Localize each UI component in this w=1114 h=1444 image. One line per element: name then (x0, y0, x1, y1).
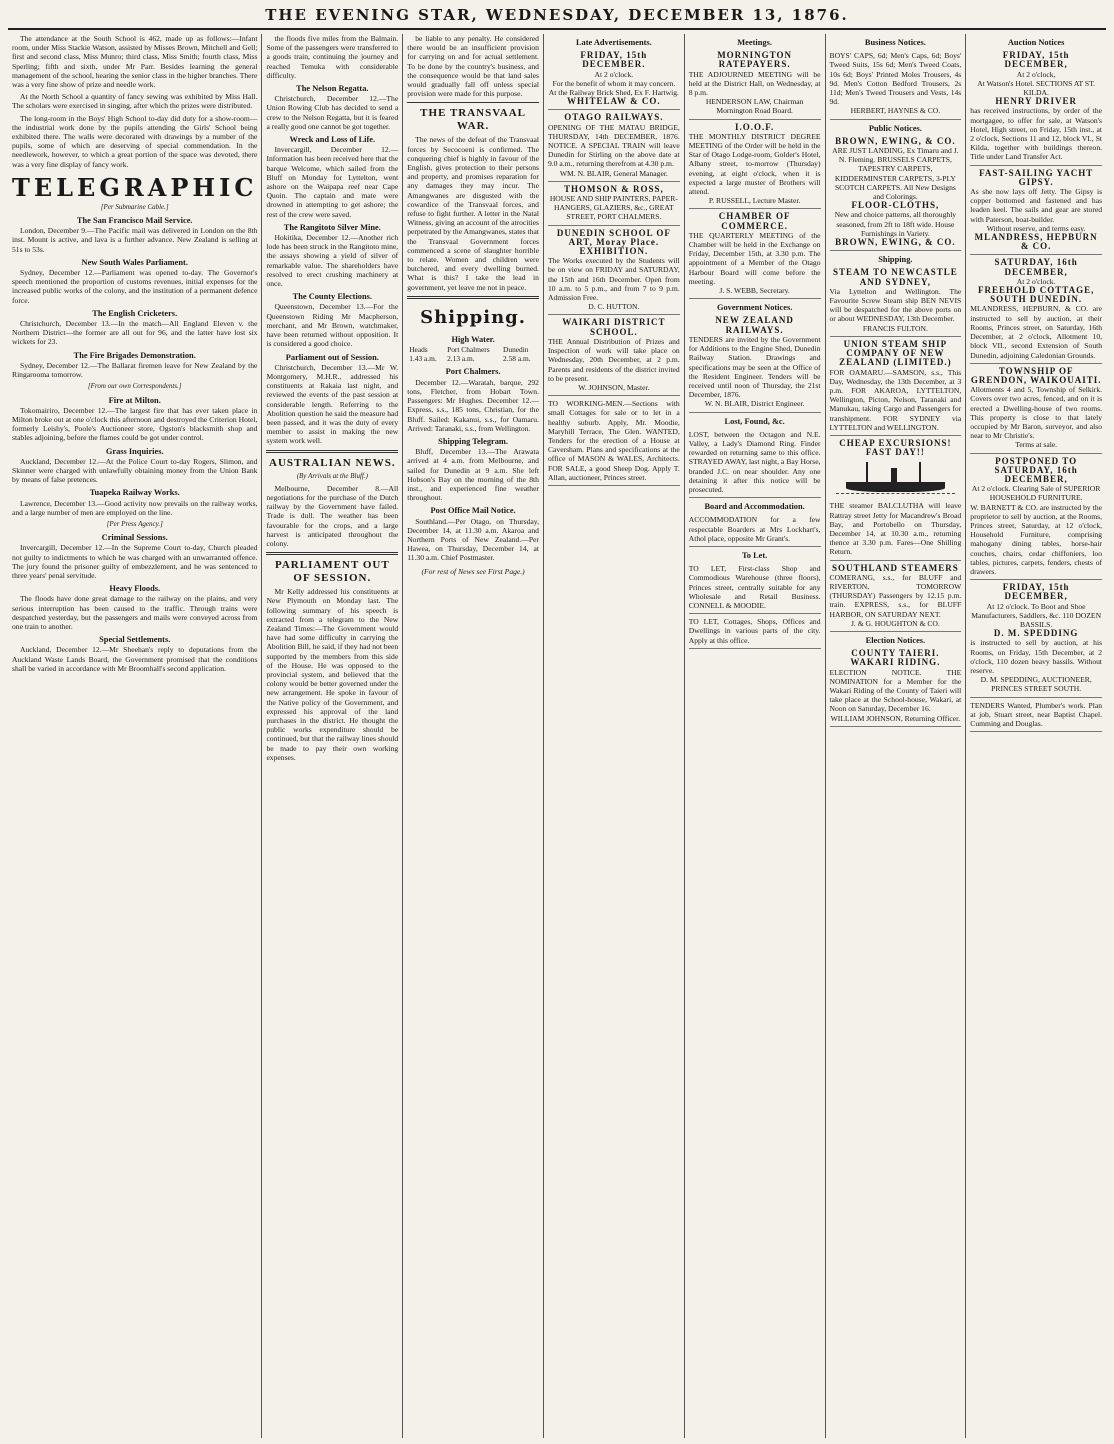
article-heading: Shipping Telegram. (438, 436, 508, 446)
article-paragraph: At the North School a quantity of fancy sewing was exhibited by Miss Hall. The scholars were exercised in singing, after which the prizes were distributed. (12, 92, 258, 111)
ad-title: TOWNSHIP OF GRENDON, WAIKOUAITI. (970, 365, 1102, 385)
ad-note: Terms at sale. (1015, 440, 1058, 450)
article-heading: The Rangitoto Silver Mine. (283, 222, 381, 232)
article-paragraph: Melbourne, December 8.—All negotiations for the purchase of the Dutch railway by the Government have failed. Trade is dull. The weather has been favourable for the crops, and a large harvest is anticipated throughout the colony. (266, 483, 399, 548)
ad-body: THE Annual Distribution of Prizes and Inspection of work will take place on Wednesday, 20th December, at 2 p.m. Parents and residents of the district invited to be present. (547, 336, 680, 383)
ad-brown-ewing (830, 134, 962, 251)
ad-body: Allotments 4 and 5, Township of Selkirk. Covers over two acres, fenced, and on it is erected a Dwelling-house of two rooms. This property is close to that lately occupied by Mr Baron, surveyor, and also near to Mr Christie's. (970, 385, 1103, 441)
ad-steam-newcastle (830, 265, 962, 336)
section-title-to-let: To Let. (741, 550, 768, 560)
ad-title: FRIDAY, 15th DECEMBER. (580, 50, 648, 70)
ad-body: W. BARNETT & CO. are instructed by the proprietor to sell by auction, at the Rooms, Princes street, Saturday, at 12 o'clock, Household Furniture, comprising mahogany dining tables, horse-hair couches, chairs, cedar chiffoniers, loo tables, pictures, carpets, fenders, chests of drawers. (970, 502, 1103, 576)
ad-body: At 12 o'clock. To Boot and Shoe Manufacturers, Saddlers, &c. 110 DOZEN BASSILS. (971, 601, 1102, 629)
article-heading: The Nelson Regatta. (296, 84, 369, 94)
source-note: [From our own Correspondents.] (87, 382, 182, 391)
article-heading: Heavy Floods. (109, 584, 161, 594)
ad-chamber (689, 209, 821, 299)
article-heading: Tuapeka Railway Works. (89, 488, 180, 498)
ad-signature: WHITELAW & CO. (567, 96, 661, 107)
ad-to-let (689, 614, 821, 649)
article-paragraph: Invercargill, December 12.—In the Supreme Court to-day, Church pleaded not guilty to indictments to which he was charged with an unwarranted offence. The jury found the prisoner guilty of embezzlement, and he was sentenced to three years' penal servitude. (12, 543, 258, 580)
ad-title: MORNINGTON RATEPAYERS. (717, 50, 793, 70)
ad-subtitle: EXHIBITION. (579, 246, 649, 257)
ad-st-kilda (970, 48, 1102, 165)
section-title-business: Business Notices. (864, 38, 926, 47)
ad-auctioneer: HENRY DRIVER (995, 96, 1077, 107)
ad-mornington (689, 48, 821, 119)
ad-body: ARE JUST LANDING, Ex Timaru and J. N. Fleming. BRUSSELS CARPETS, TAPESTRY CARPETS, KIDDERMINSTER CARPETS, 3-PLY SCOTCH CARPETS. All New Designs and Colorings. (832, 146, 959, 202)
ad-body: OPENING OF THE MATAU BRIDGE, THURSDAY, 14th DECEMBER, 1876. NOTICE. A SPECIAL TRAIN will leave Dunedin for Stirling on the above date at 9.0 a.m., returning therefrom at 4.30 p.m. (547, 122, 680, 169)
ad-nz-railways (689, 313, 821, 412)
table-cell: 2.13 a.m. (447, 354, 475, 364)
ad-freehold (970, 255, 1102, 363)
section-title-government: Government Notices. (716, 303, 793, 313)
ad-time: At 2 o'clock. (594, 69, 634, 79)
section-title-late-ads: Late Advertisements. (575, 38, 652, 47)
column-4 (544, 34, 685, 1438)
ad-time: At 2 o'clock. (1016, 276, 1056, 286)
article-paragraph: the floods five miles from the Balmain. Some of the passengers were transferred to a goods train, continuing the journey and reached Temuka with considerable difficulty. (266, 34, 399, 80)
ad-otago-railways (548, 110, 680, 181)
section-title-parliament: PARLIAMENT OUT OF SESSION. (274, 559, 390, 585)
ad-title: FRIDAY, 15th DECEMBER, (1002, 582, 1070, 602)
ad-title: WAIKARI DISTRICT SCHOOL. (562, 317, 666, 337)
article-paragraph: Christchurch, December 13.—Mr W. Montgomery, M.H.R., addressed his constituents at Rakaia last night, and reviewed the events of the past session at considerable length. Referring to the Abolition question he said the measure had been passed, and it was the duty of every member to assist in making the new system work well. (266, 362, 399, 446)
table-cell: 1.43 a.m. (409, 354, 437, 364)
steamship-illustration (836, 460, 955, 498)
article-heading: Grass Inquiries. (105, 446, 164, 456)
ad-waikari-school (548, 315, 680, 396)
mast-icon (866, 462, 868, 482)
article-paragraph: Queenstown, December 13.—For the Queenstown Riding Mr Macpherson, merchant, and Mr Brown, watchmaker, have been returned without opposition. It is considered a good choice. (266, 302, 399, 349)
article-paragraph: Christchurch, December 12.—The Union Rowing Club has decided to send a crew to the Nelson Regatta, but it is feared a really good one cannot be got together. (266, 94, 399, 131)
section-title-shipping: Shipping. (420, 306, 527, 328)
article-paragraph: Southland.—Per Otago, on Thursday, December 14, at 11.30 a.m. Akaroa and Northern Ports of New Zealand.—Per Hawea, on Thursday, December 14, at 11.30 a.m. Chief Postmaster. (407, 516, 539, 563)
ad-signature: W. JOHNSON, Master. (578, 382, 650, 392)
section-title-auction: Auction Notices (1007, 38, 1065, 47)
article-paragraph: Sydney, December 12.—Parliament was opened to-day. The Governor's speech mentioned the proportion of customs revenues, initial expenses for the increased public works of the colony, and the institution of a permanent defence force. (12, 268, 258, 305)
mast-icon (919, 462, 921, 482)
ad-body: For the benefit of whom it may concern. At the Railway Brick Shed, Ex F. Hartwig. (548, 78, 679, 98)
ad-title: OTAGO RAILWAYS. (564, 112, 664, 123)
column-1 (8, 34, 262, 1438)
article-heading: Special Settlements. (99, 635, 171, 645)
ad-body: has received instructions, by order of the mortgagee, to offer for sale, at Watson's Hotel, High street, on Friday, 15th inst., at 2 o'clock, Sections 11 and 12, block VI., St Kilda, together with buildings thereon. Title under Land Transfer Act. (970, 106, 1103, 162)
ad-body: THE steamer BALCLUTHA will leave Rattray street Jetty for Macandrew's Broad Bay, and Portobello on Thursday, December 14, at 10.30 a.m., returning thence at 3.30 p.m. Fares—One Shilling Return. (829, 501, 962, 557)
ad-auction (548, 48, 680, 110)
ad-title: BROWN, EWING, & CO. (835, 135, 956, 146)
divider (407, 102, 539, 103)
ad-auctioneer: D. M. SPEDDING (993, 628, 1079, 639)
ad-body: TENDERS Wanted, Plumber's work. Plan at job, Stuart street, near Baptist Chapel. Cumming and Douglas. (970, 700, 1103, 729)
article-heading: New South Wales Parliament. (81, 257, 188, 267)
column-7 (966, 34, 1106, 1438)
ad-body: TO LET, Cottages, Shops, Offices and Dwellings in various parts of the city. Apply at this office. (688, 617, 821, 645)
ad-body: As she now lays off Jetty. The Gipsy is copper bottomed and fastened and has leaden keel. The sails and gear are stored with Paterson, boat-builder. (970, 187, 1103, 224)
article-paragraph: Auckland, December 12.—Mr Sheehan's reply to deputations from the Auckland Waste Lands Board, the Government promised that the conditions shall be varied in accordance with Mr Broomhall's second application. (12, 645, 258, 673)
section-title-public: Public Notices. (868, 123, 922, 133)
ad-subtitle: FLOOR-CLOTHS, (851, 200, 940, 211)
section-title-meetings: Meetings. (737, 38, 772, 47)
ad-signature: J. & G. HOUGHTON & CO. (850, 618, 940, 628)
ad-title: NEW ZEALAND RAILWAYS. (715, 315, 794, 335)
ad-iogt (689, 120, 821, 210)
ad-note: Without reserve, and terms easy. (986, 223, 1086, 233)
ad-bassils (970, 580, 1102, 697)
divider (266, 552, 398, 555)
ad-body: ACCOMMODATION for a few respectable Boarders at Mrs Lockhart's, Athol place, opposite Mr Grant's. (688, 515, 821, 543)
ad-signature: D. C. HUTTON. (588, 302, 640, 312)
article-paragraph: The news of the defeat of the Transvaal forces by Secocoeni is confirmed. The conquering chief is highly in favour of the English, gives protection to their persons and property, and promises reparation for any damages they may incur. The Amangwanes are disgusted with the cowardice of the Transvaal forces, and refuse to fight further. A letter in the Natal Witness, giving an account of the atrocities perpetrated by the Amangwanes, states that the Transvaal Government forces commenced a scene of slaughter horrible to relate. Women and children were butchered, and every dwelling burned. What is this? I take the lead in government, yet leave me not in peace. (407, 135, 539, 292)
ad-signature: P. RUSSELL, Lecture Master. (708, 196, 801, 206)
article-paragraph: Hokitika, December 12.—Another rich lode has been struck in the Rangitoto mine, the assays showing a yield of silver of remarkable value. The shareholders have resolved to erect crushing machinery at once. (266, 233, 399, 289)
ad-title: CHEAP EXCURSIONS! FAST DAY!! (839, 437, 952, 458)
column-5 (685, 34, 826, 1438)
ad-body: is instructed to sell by auction, at his Rooms, on Friday, 15th December, at 2 o'clock, 110 dozen heavy bassils. Without reserve. (970, 638, 1103, 675)
ad-title: CHAMBER OF COMMERCE. (718, 211, 791, 231)
water-icon (836, 493, 955, 498)
source-note: (By Arrivals at the Bluff.) (296, 471, 368, 480)
ad-body: HOUSE AND SHIP PAINTERS, PAPER-HANGERS, GLAZIERS, &c., GREAT STREET, PORT CHALMERS. (549, 194, 678, 222)
table-header: Port Chalmers (447, 345, 490, 355)
column-2 (262, 34, 403, 1438)
ad-title: I.O.O.F. (735, 121, 775, 132)
funnel-icon (891, 468, 897, 482)
article-heading: Parliament out of Session. (285, 352, 379, 362)
section-title-australian-news: AUSTRALIAN NEWS. (269, 456, 396, 469)
table-cell: 2.58 a.m. (503, 354, 531, 364)
ad-title: COUNTY TAIERI. WAKARI RIDING. (850, 648, 941, 668)
ad-signature: W. N. BLAIR, District Engineer. (704, 399, 805, 409)
article-paragraph: Lawrence, December 13.—Good activity now prevails on the railway works, and a large number of men are employed on the line. (12, 498, 258, 517)
article-heading: Wreck and Loss of Life. (289, 135, 376, 145)
ad-body: TO WORKING-MEN.—Sections with small Cottages for sale or to let in a healthy suburb. Apply, Mr. Moodie, Maryhill Terrace, The Glen. WANTED, Tenders for the erection of a House at Caversham. Plans and specifications at the office of MASON & WALES, Architects. FOR SALE, a good Sheep Dog. Apply T. Allan, auctioneer, Princes street. (547, 399, 680, 482)
ad-thomson-ross (548, 182, 680, 226)
article-paragraph: London, December 9.—The Pacific mail was delivered in London on the 8th inst. Mount is active, and lava is a further advance. New Zealand is selling at 51s to 53s. (12, 226, 258, 254)
ad-lost (689, 427, 821, 498)
columns (8, 34, 1106, 1438)
ad-body: TO LET, First-class Shop and Commodious Warehouse (three floors), Princes street, centrally suitable for any Wholesale and Retail Business. CONNELL & MOODIE. (688, 564, 821, 610)
table-header: Dunedin (503, 345, 529, 355)
ad-signature: HERBERT, HAYNES & CO. (850, 106, 941, 116)
divider (407, 296, 539, 299)
ad-signature: HENDERSON LAW, Chairman Mornington Road Board. (705, 97, 804, 116)
ad-cheap-excursions (830, 436, 962, 561)
article-heading: Criminal Sessions. (101, 533, 168, 543)
article-paragraph: Sydney, December 12.—The Ballarat firemen leave for New Zealand by the Ringarooma tomorrow. (12, 360, 258, 380)
ad-boys-caps (830, 48, 962, 119)
ad-body: THE QUARTERLY MEETING of the Chamber will be held in the Exchange on Friday, December 15th, at 3.30 p.m. The appointment of a Member of the Otago Harbour Board will come before the meeting. (688, 230, 821, 286)
ad-title: SATURDAY, 16th DECEMBER, (994, 257, 1078, 277)
article-heading: Fire at Milton. (108, 395, 161, 405)
ad-body: FOR OAMARU.—SAMSON, s.s., This Day, Wednesday, the 13th December, at 3 p.m. FOR AKAROA, LYTTELTON, Wellington, Picton, Nelson, Taranaki and Manukau, taking Cargo and Passengers for transhipment. FOR SYDNEY via LYTTELTON and WELLINGTON. (829, 367, 962, 432)
ad-body: ELECTION NOTICE. THE NOMINATION for a Member for the Wakari Riding of the County of Taieri will take place at the School-house, Wakari, at Noon on Saturday, December 16. (829, 667, 962, 714)
table-header: Heads (409, 345, 428, 355)
source-note: [Per Press Agency.] (106, 519, 163, 528)
ad-signature: FRANCIS FULTON. (862, 323, 928, 333)
article-heading: High Water. (451, 334, 495, 344)
article-heading: The Fire Brigades Demonstration. (73, 350, 196, 360)
section-title-shipping: Shipping. (878, 255, 913, 265)
ad-grendon (970, 364, 1102, 454)
ad-southland-steamers (830, 561, 962, 632)
ad-body: BOYS' CAPS, 6d; Men's Caps, 6d; Boys' Tweed Suits, 15s 6d; Men's Tweed Coats, 10s 6d; Boys' Printed Moles Trousers, 4s 9d. Men's Cotton Bedford Trousers, 2s 11d; Men's Tweed Trousers and Vests, 14s 9d. (829, 51, 962, 107)
ad-signature: MLANDRESS, HEPBURN & CO. (974, 232, 1098, 252)
ad-tenders (970, 698, 1102, 733)
ad-board (689, 512, 821, 547)
ad-time: At 2 o'clock, (1016, 69, 1056, 79)
ad-subtitle: At Watson's Hotel. SECTIONS AT ST. KILDA. (977, 78, 1096, 98)
article-paragraph: Tokomairiro, December 12.—The largest fire that has ever taken place in Milton broke out at one o'clock this afternoon and destroyed the Criterion Hotel, formerly Leishy's, Poole's Auctioneer store, Ogston's blacksmith shop and stables adjoining, before the flames could be got under control. (12, 405, 258, 443)
article-heading: The County Elections. (292, 292, 372, 302)
continued-note: (For rest of News see First Page.) (421, 566, 525, 576)
section-title-telegraphic: TELEGRAPHIC (12, 172, 258, 202)
section-title-board: Board and Accommodation. (704, 502, 805, 512)
high-water-table (407, 345, 539, 363)
ad-body: THE ADJOURNED MEETING will be held at the District Hall, on Wednesday, at 8 p.m. (688, 69, 821, 98)
article-paragraph: December 12.—Waratah, barque, 292 tons, Fletcher, from Hobart Town. Passengers: Mr Hughes. December 12.—Express, s.s., 185 tons, Christian, for the Bluff. Sailed: Kakanui, s.s., for Oamaru. Arrived: Taranaki, s.s., from Wellington. (407, 377, 539, 433)
source-note: [Per Submarine Cable.] (100, 202, 169, 211)
ad-misc (548, 396, 680, 486)
ad-yacht (970, 166, 1102, 256)
ad-title: SOUTHLAND STEAMERS (831, 562, 959, 573)
ad-body: LOST, between the Octagon and N.E. Valley, a Lady's Diamond Ring. Finder rewarded on returning same to this office. STRAYED AWAY, last night, a Bay Horse, branded J.C. on near shoulder. Any one detaining it after this notice will be prosecuted. (688, 429, 821, 494)
column-6 (826, 34, 967, 1438)
ad-subtitle: FREEHOLD COTTAGE, SOUTH DUNEDIN. (977, 285, 1095, 305)
masthead: THE EVENING STAR, WEDNESDAY, DECEMBER 13, 1876. (8, 6, 1106, 30)
section-title-transvaal: THE TRANSVAAL WAR. (420, 107, 526, 133)
ad-body: COMERANG, s.s., for BLUFF and RIVERTON, TOMORROW (THURSDAY) Passengers by 12.15 p.m. train. EXPRESS, s.s., for BLUFF HARBOR, ON SATURDAY NEXT. (829, 572, 962, 619)
ad-body: The Works executed by the Students will be on view on FRIDAY and SATURDAY, the 15th and 16th December. Open from 10 a.m. to 5 p.m., and from 7 to 9 p.m. Admission Free. (547, 256, 680, 303)
article-paragraph: Mr Kelly addressed his constituents at New Plymouth on Monday last. The following summary of his speech is extracted from a telegram to the New Zealand Times:—The Government would have had some difficulty in carrying the Abolition Bill, he said, if they had not been supported by the members from this side of the House. He was opposed to the provincial system, and believed that the colony would be better governed under the new arrangement. He spoke in favour of the Native policy of the Government, and expressed his approval of the land purchases in the district. He thought the public works expenditure should be continued, but that the railway lines should be made to pay their own working expenses. (266, 587, 399, 762)
article-heading: The English Cricketers. (92, 308, 178, 318)
ad-school-of-art (548, 226, 680, 316)
ad-signature: J. S. WEBB, Secretary. (719, 286, 790, 296)
article-paragraph: Bluff, December 13.—The Arawata arrived at 4 a.m. from Melbourne, and sailed for Dunedin at 9 a.m. She left Hobson's Bay on the morning of the 8th inst., and experienced fine weather throughout. (407, 447, 539, 503)
ad-signature: BROWN, EWING, & CO. (835, 237, 956, 248)
ad-body: TENDERS are invited by the Government for Additions to the Engine Shed, Dunedin Railway Station. Drawings and specifications may be seen at the Office of the Resident Engineer. Tenders will be received until noon of Thursday, the 21st December, 1876. (688, 334, 821, 400)
ad-title: STEAM TO NEWCASTLE AND SYDNEY, (833, 267, 958, 287)
ad-body: Via Lyttelton and Wellington. The Favourite Screw Steam ship BEN NEVIS will be despatched for the above ports on or about WEDNESDAY, 13th December. (829, 286, 962, 324)
article-paragraph: The floods have done great damage to the railway on the plains, and very serious interruption has been caused to the traffic. Through trains were despatched yesterday, but the passengers and mails were conveyed across from one train to another. (12, 594, 258, 631)
ad-body: THE MONTHLY DISTRICT DEGREE MEETING of the Order will be held in the Star of Otago Lodge-room, Golder's Hotel, Albany street, to-morrow (Thursday) evening, at eight o'clock, when it is expected a large muster of Brothers will attend. (688, 131, 821, 197)
ad-union-steam (830, 337, 962, 436)
column-3 (403, 34, 544, 1438)
ad-signature: WM. N. BLAIR, General Manager. (559, 168, 668, 178)
ad-election (830, 646, 962, 727)
article-heading: Post Office Mail Notice. (430, 506, 516, 516)
article-paragraph: The long-room in the Boys' High School to-day did duty for a show-room—the industrial work done by the pupils attending the Girls' School being exhibited there. The walls were decorated with drawings by a number of the pupils, some of which are deserving of special commendation. In the needlework, however, to which a great portion of the space was devoted, there was a very fine display of fancy work. (12, 113, 258, 169)
ad-body: New and choice patterns, all thoroughly seasoned, from 2ft to 18ft wide. House Furnishings in Variety. (834, 210, 957, 238)
article-heading: Port Chalmers. (445, 367, 501, 377)
ad-title: POSTPONED TO SATURDAY, 16th DECEMBER, (994, 455, 1078, 484)
section-title-lost-found: Lost, Found, &c. (724, 416, 785, 426)
ad-furniture (970, 454, 1102, 581)
ad-title: THOMSON & ROSS, (563, 183, 664, 194)
article-paragraph: be liable to any penalty. He considered there would be an insufficient provision for carrying on and for actual settlement. To be done by the country's business, and the consequence would be that land sales would gradually fall off unless special provision were made for this purpose. (407, 34, 539, 99)
article-paragraph: The attendance at the South School is 462, made up as follows:—Infant room, under Miss Stackie Watson, assisted by Misses Brown, Mitchell and Gell; first and second class, Miss Munro; third class, Miss Smith; fourth class, Miss Sperling; fifth and sixth, under Mr Parr. Besides learning the general management of the school, hearing the senior class in the higher branches. There was a very fine show of prize and needle work. (12, 34, 258, 90)
article-heading: The San Francisco Mail Service. (76, 216, 193, 226)
divider (266, 450, 398, 453)
hull-icon (846, 482, 946, 492)
ad-body: MLANDRESS, HEPBURN, & CO. are instructed to sell by auction, at their Rooms, Princes street, on Saturday, 16th December, at 2 o'clock, Allotment 10, block VII., second Extension of South Dunedin, adjoining Caledonian Grounds. (970, 304, 1103, 360)
ad-title: FRIDAY, 15th DECEMBER, (1002, 50, 1070, 70)
ad-time: At 2 o'clock. Clearing Sale of SUPERIOR HOUSEHOLD FURNITURE. (971, 484, 1101, 503)
ad-title: DUNEDIN SCHOOL OF ART, Moray Place. (556, 227, 671, 247)
ad-to-let (689, 561, 821, 614)
ad-signature: D. M. SPEDDING, AUCTIONEER, PRINCES STREET SOUTH. (980, 675, 1092, 694)
ad-signature: WILLIAM JOHNSON, Returning Officer. (830, 713, 961, 723)
article-paragraph: Invercargill, December 12.—Information has been received here that the barque Welcome, which sailed from the Bluff on Monday for Lyttelton, went ashore on the Waipapa reef near Cape Quoin. The captain and mate were drowned in attempting to get ashore; the rest of the crew were saved. (266, 145, 399, 219)
section-title-election: Election Notices. (865, 635, 926, 645)
ad-title: UNION STEAM SHIP COMPANY OF NEW ZEALAND (LIMITED.) (839, 338, 952, 368)
article-paragraph: Christchurch, December 13.—In the match—All England Eleven v. the Northern District—the former are all out for 96, and the latter have lost six wickets for 23. (12, 319, 258, 347)
article-paragraph: Auckland, December 12.—At the Police Court to-day Rogers, Slimon, and Skinner were charged with unlawfully obtaining money from the Union Bank by means of false pretences. (12, 456, 258, 485)
ad-title: FAST-SAILING YACHT GIPSY. (979, 167, 1094, 187)
